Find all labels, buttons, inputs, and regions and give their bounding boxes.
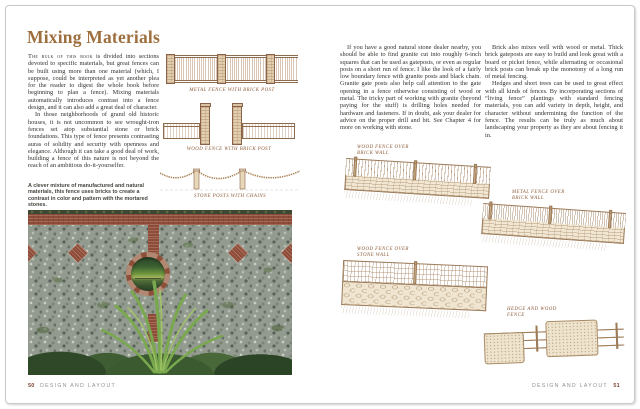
wood-panel: [163, 123, 200, 139]
page-number: 50: [28, 383, 35, 389]
fence-post: [413, 262, 417, 284]
left-text-column: [28, 53, 159, 170]
fence-post: [473, 164, 477, 184]
section-title: DESIGN AND LAYOUT: [40, 383, 117, 389]
body-paragraph: In those neighborhoods of grand old historic houses, it is not uncommon to see wrought-iron fences set atop substantial stone or brick foundations. This type of fence presents contrasting auras of solidity and security with openness and elegance. Although it can take a good deal of work, building a fence of this nature is not beyond the reach of an ambitious do-it-yourselfer.: [28, 111, 159, 170]
chains-sketch: [160, 162, 300, 192]
wood-fence-over-stone-wall-diagram: [341, 260, 488, 319]
photo-caption: A clever mixture of manufactured and natural materials, this fence uses bricks to create a contrast in color and pattern with the mortared stones.: [28, 183, 148, 209]
metal-pickets: [166, 57, 298, 81]
diagram-label: HEDGE AND WOOD FENCE: [507, 307, 557, 319]
metal-fence-brick-post-diagram: [166, 54, 298, 84]
diagram-label: WOOD FENCE OVER STONE WALL: [357, 247, 409, 259]
right-text-column-2: [485, 44, 623, 139]
diagram-label: WOOD FENCE OVER BRICK WALL: [357, 145, 409, 157]
bottom-rail: [166, 80, 298, 83]
section-title: DESIGN AND LAYOUT: [531, 383, 608, 389]
wood-panel: [242, 123, 295, 139]
fence-post: [608, 210, 612, 228]
body-paragraph: If you have a good natural stone dealer nearby, you should be able to find granite cut into roughly 6-inch squares that can be used as gateposts, or even as regular posts on a short run of fence. I like the look of a fairly low boundary fence with granite posts and black chain. Granite gate posts also help call attention to the gate opening in a fence otherwise consisting of wood or metal. The tricky part of working with granite (beyond paying for the stuff) is drilling holes needed for hardware and fasteners. If in doubt, ask your dealer for advice on the proper drill and bit. See Chapter 4 for more on working with stone.: [340, 44, 481, 132]
body-paragraph: Brick also mixes well with wood or metal. Thick brick gateposts are easy to build and look great with a board or picket fence, while alternating or occasional brick posts can break up the monotony of a long run of metal fencing.: [485, 44, 623, 81]
fence-post: [488, 202, 492, 220]
hedge-block: [545, 319, 598, 357]
right-text-column-1: [340, 44, 481, 132]
intro-paragraph: [28, 53, 159, 111]
body-paragraph: Hedges and short trees can be used to great effect with all kinds of fences. By incorporating sections of “living fence” plantings with standard fencing materials, you can add variety in depth, height, and character without undermining the function of the fence. The results can be truly as much about landscaping your property as they are about fencing it in.: [485, 80, 623, 139]
hedge-and-wood-fence-diagram: [483, 316, 625, 367]
brick-post: [200, 104, 210, 145]
fence-post: [535, 326, 538, 352]
diagram-label: METAL FENCE WITH BRICK POST: [189, 88, 275, 93]
garden-wall-photo: [28, 210, 292, 375]
diagram-label: METAL FENCE OVER BRICK WALL: [512, 190, 565, 202]
fence-post: [615, 323, 618, 349]
page-number: 51: [613, 383, 620, 389]
left-footer: [28, 383, 116, 389]
right-footer: [532, 383, 620, 389]
brick-post: [266, 54, 275, 84]
fence-post: [548, 206, 552, 224]
brick-post: [166, 54, 175, 84]
fern-fronds: [28, 210, 292, 375]
stone-posts-chains-diagram: [160, 162, 300, 192]
fence-post: [413, 161, 417, 181]
brick-post: [217, 54, 226, 84]
page-title: Mixing Materials: [27, 27, 160, 47]
top-rail: [166, 55, 298, 58]
diagram-label: WOOD FENCE WITH BRICK POST: [186, 147, 272, 152]
brick-post: [232, 104, 242, 145]
intro-paragraph-text: is divided into sections devoted to specific materials, but great fences can be built using more than one material (which, I suppose, could be interpreted as yet another plea for the reader to digest the whole book before beginning to plan a fence). Mixing materials automatically introduces contrast into a fence design, and it can also add a great deal of character.: [28, 53, 159, 112]
hedge-block: [484, 332, 525, 364]
diagram-label: STONE POSTS WITH CHAINS: [193, 194, 267, 199]
wood-fence-brick-post-diagram: [163, 102, 295, 145]
lead-in-small-caps: The bulk of this book: [28, 53, 93, 60]
fence-post: [353, 157, 357, 177]
